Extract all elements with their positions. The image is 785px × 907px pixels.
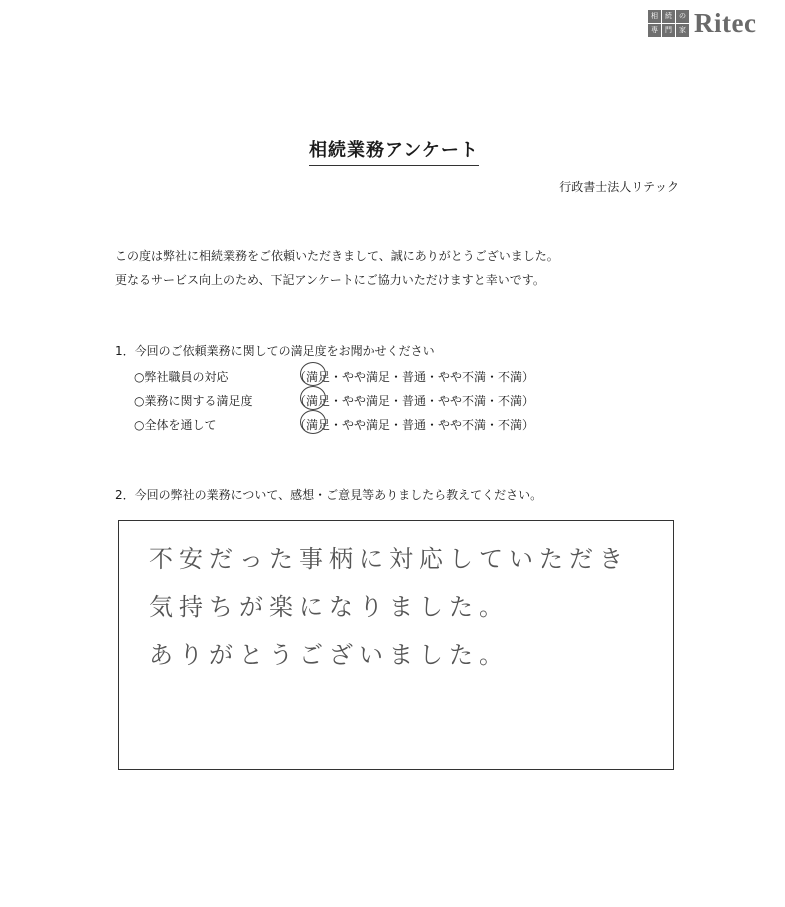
q1-row-choices: （満足・やや満足・普通・やや不満・不満） bbox=[294, 370, 535, 384]
logo-mark bbox=[648, 10, 689, 37]
handwritten-line: 不安だった事柄に対応していただき bbox=[149, 545, 629, 573]
logo-char: 門 bbox=[662, 24, 675, 37]
selected-circle-mark bbox=[300, 410, 326, 434]
q1-row-choices: （満足・やや満足・普通・やや不満・不満） bbox=[294, 418, 535, 432]
logo-char: 相 bbox=[648, 10, 661, 23]
intro-line: この度は弊社に相続業務をご依頼いただきまして、誠にありがとうございました。 bbox=[115, 249, 559, 263]
logo bbox=[648, 10, 756, 37]
company-name: 行政書士法人リテック bbox=[559, 180, 679, 194]
selected-circle-mark bbox=[300, 386, 326, 410]
handwritten-line: 気持ちが楽になりました。 bbox=[149, 593, 509, 621]
document-title: 相続業務アンケート bbox=[309, 136, 479, 166]
q1-row-label: ○弊社職員の対応 bbox=[134, 370, 229, 384]
intro-line: 更なるサービス向上のため、下記アンケートにご協力いただけますと幸いです。 bbox=[115, 273, 545, 287]
q1-row-choices: （満足・やや満足・普通・やや不満・不満） bbox=[294, 394, 535, 408]
q1-row-label: ○業務に関する満足度 bbox=[134, 394, 253, 408]
logo-char: 専 bbox=[648, 24, 661, 37]
logo-char: の bbox=[676, 10, 689, 23]
logo-char: 家 bbox=[676, 24, 689, 37]
answer-box bbox=[118, 520, 674, 770]
question-1: 1．今回のご依頼業務に関しての満足度をお聞かせください bbox=[115, 344, 435, 358]
handwritten-line: ありがとうございました。 bbox=[149, 641, 509, 669]
question-2: 2．今回の弊社の業務について、感想・ご意見等ありましたら教えてください。 bbox=[115, 488, 543, 502]
intro-text bbox=[115, 244, 559, 292]
selected-circle-mark bbox=[300, 362, 326, 386]
q1-row-label: ○全体を通して bbox=[134, 418, 217, 432]
logo-wordmark: Ritec bbox=[694, 8, 757, 38]
logo-char: 続 bbox=[662, 10, 675, 23]
